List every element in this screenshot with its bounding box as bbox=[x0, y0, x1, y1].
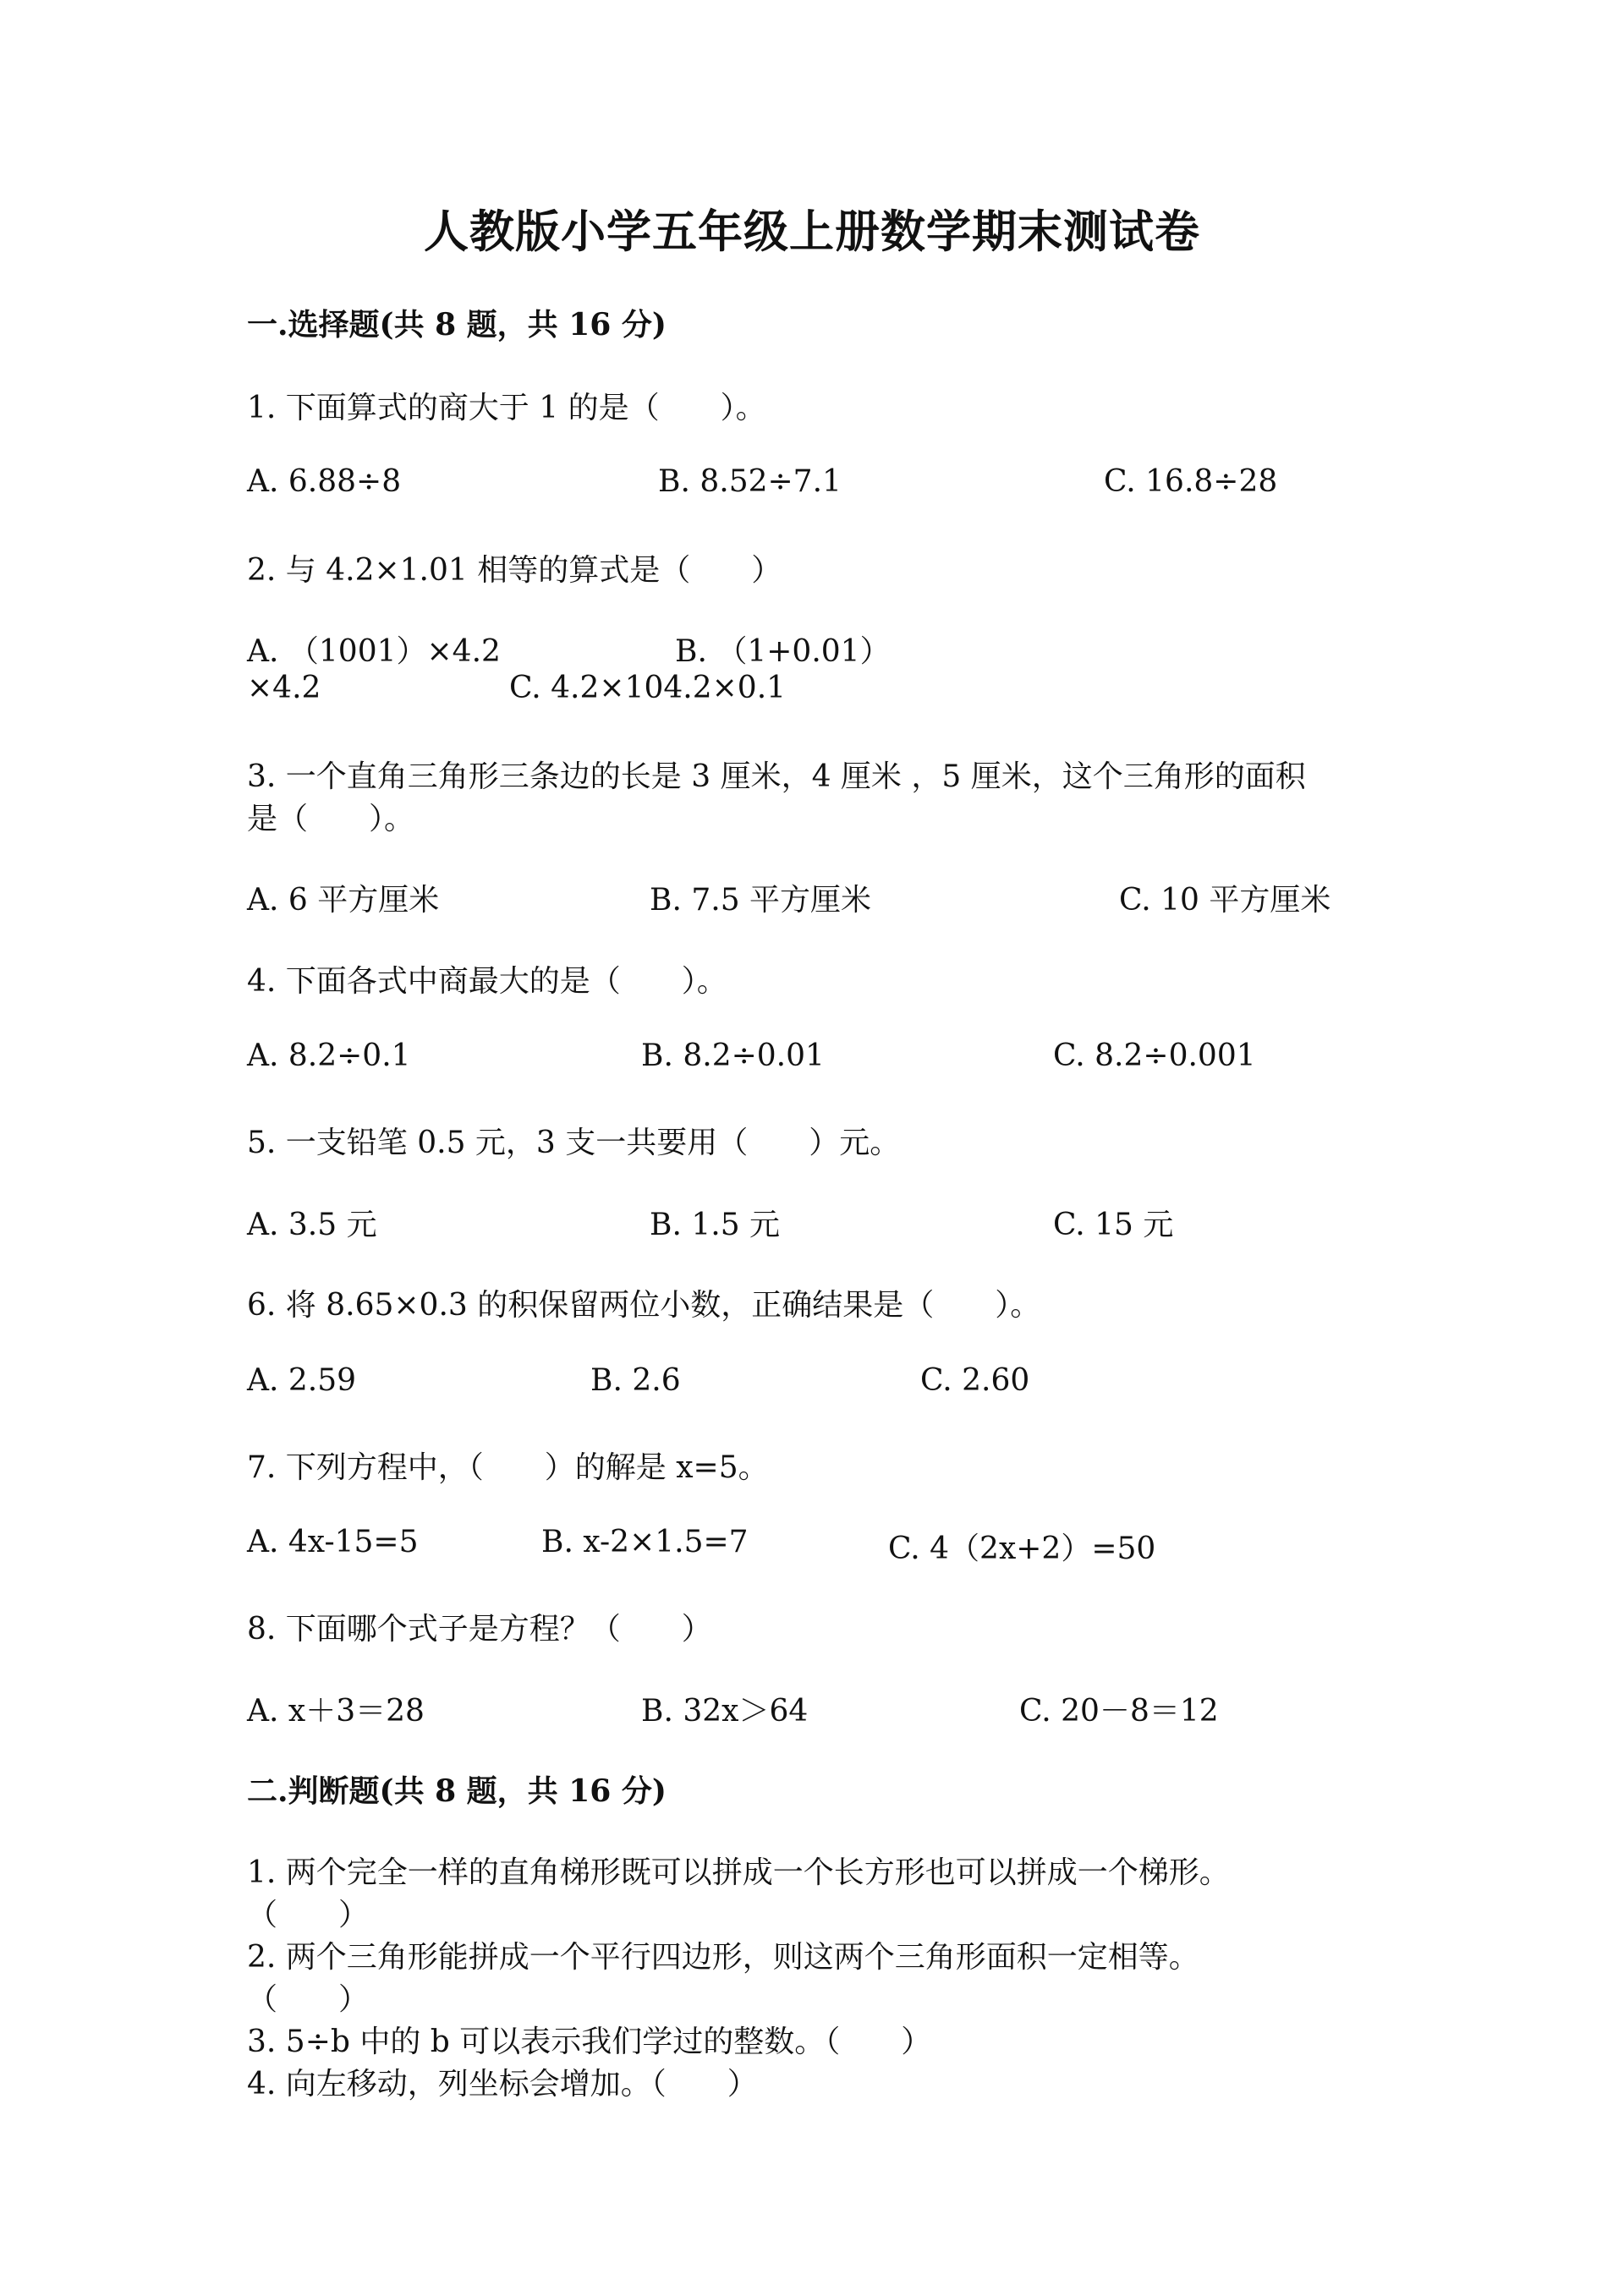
question-4-text: 4. 下面各式中商最大的是（ ）。 bbox=[247, 964, 727, 999]
page-title: 人教版小学五年级上册数学期末测试卷 bbox=[424, 205, 1200, 258]
question-5-text: 5. 一支铅笔 0.5 元，3 支一共要用（ ）元。 bbox=[247, 1126, 901, 1160]
question-3-option-c: C. 10 平方厘米 bbox=[1119, 883, 1331, 918]
question-4-option-c: C. 8.2÷0.001 bbox=[1053, 1038, 1256, 1073]
question-6-option-c: C. 2.60 bbox=[920, 1363, 1030, 1398]
question-6-option-a: A. 2.59 bbox=[247, 1363, 357, 1398]
question-6-text: 6. 将 8.65×0.3 的积保留两位小数，正确结果是（ ）。 bbox=[247, 1288, 1041, 1323]
question-8-option-b: B. 32x＞64 bbox=[641, 1694, 809, 1729]
question-2-option-c: C. 4.2×104.2×0.1 bbox=[509, 671, 787, 705]
judgment-3-text: 3. 5÷b 中的 b 可以表示我们学过的整数。（ ） bbox=[247, 2025, 932, 2059]
question-2-option-b: B. （1+0.01） bbox=[675, 634, 891, 669]
judgment-4-text: 4. 向左移动，列坐标会增加。（ ） bbox=[247, 2067, 758, 2101]
judgment-1-blank: （ ） bbox=[247, 1898, 370, 1932]
section-heading-choice: 一.选择题(共 8 题，共 16 分) bbox=[247, 307, 667, 342]
question-7-option-b: B. x-2×1.5=7 bbox=[541, 1525, 749, 1559]
question-3-text-continued: 是（ ）。 bbox=[247, 802, 415, 836]
question-1-option-b: B. 8.52÷7.1 bbox=[658, 464, 842, 499]
question-1-option-c: C. 16.8÷28 bbox=[1104, 464, 1278, 499]
question-8-text: 8. 下面哪个式子是方程？（ ） bbox=[247, 1612, 712, 1647]
question-3-option-b: B. 7.5 平方厘米 bbox=[650, 883, 872, 918]
question-2-option-b-continued: ×4.2 bbox=[247, 671, 321, 705]
question-6-option-b: B. 2.6 bbox=[590, 1363, 681, 1398]
judgment-1-text: 1. 两个完全一样的直角梯形既可以拼成一个长方形也可以拼成一个梯形。 bbox=[247, 1855, 1230, 1890]
question-5-option-c: C. 15 元 bbox=[1053, 1208, 1174, 1242]
question-5-option-a: A. 3.5 元 bbox=[247, 1208, 377, 1242]
question-3-option-a: A. 6 平方厘米 bbox=[247, 883, 440, 918]
question-5-option-b: B. 1.5 元 bbox=[650, 1208, 781, 1242]
question-2-option-a: A. （1001）×4.2 bbox=[247, 634, 501, 669]
question-2-text: 2. 与 4.2×1.01 相等的算式是（ ） bbox=[247, 553, 782, 588]
question-8-option-a: A. x＋3＝28 bbox=[247, 1694, 425, 1729]
section-heading-judgment: 二.判断题(共 8 题，共 16 分) bbox=[247, 1773, 667, 1809]
question-4-option-b: B. 8.2÷0.01 bbox=[641, 1038, 825, 1073]
question-7-option-c: C. 4（2x+2）=50 bbox=[888, 1532, 1156, 1566]
question-1-text: 1. 下面算式的商大于 1 的是（ ）。 bbox=[247, 391, 766, 425]
question-4-option-a: A. 8.2÷0.1 bbox=[247, 1038, 411, 1073]
judgment-2-text: 2. 两个三角形能拼成一个平行四边形，则这两个三角形面积一定相等。 bbox=[247, 1940, 1199, 1975]
judgment-2-blank: （ ） bbox=[247, 1982, 370, 2017]
question-7-text: 7. 下列方程中，（ ）的解是 x=5。 bbox=[247, 1450, 769, 1485]
question-7-option-a: A. 4x-15=5 bbox=[247, 1525, 419, 1559]
question-1-option-a: A. 6.88÷8 bbox=[247, 464, 402, 499]
question-3-text: 3. 一个直角三角形三条边的长是 3 厘米，4 厘米 ，5 厘米，这个三角形的面积 bbox=[247, 759, 1306, 794]
question-8-option-c: C. 20－8＝12 bbox=[1019, 1694, 1219, 1729]
